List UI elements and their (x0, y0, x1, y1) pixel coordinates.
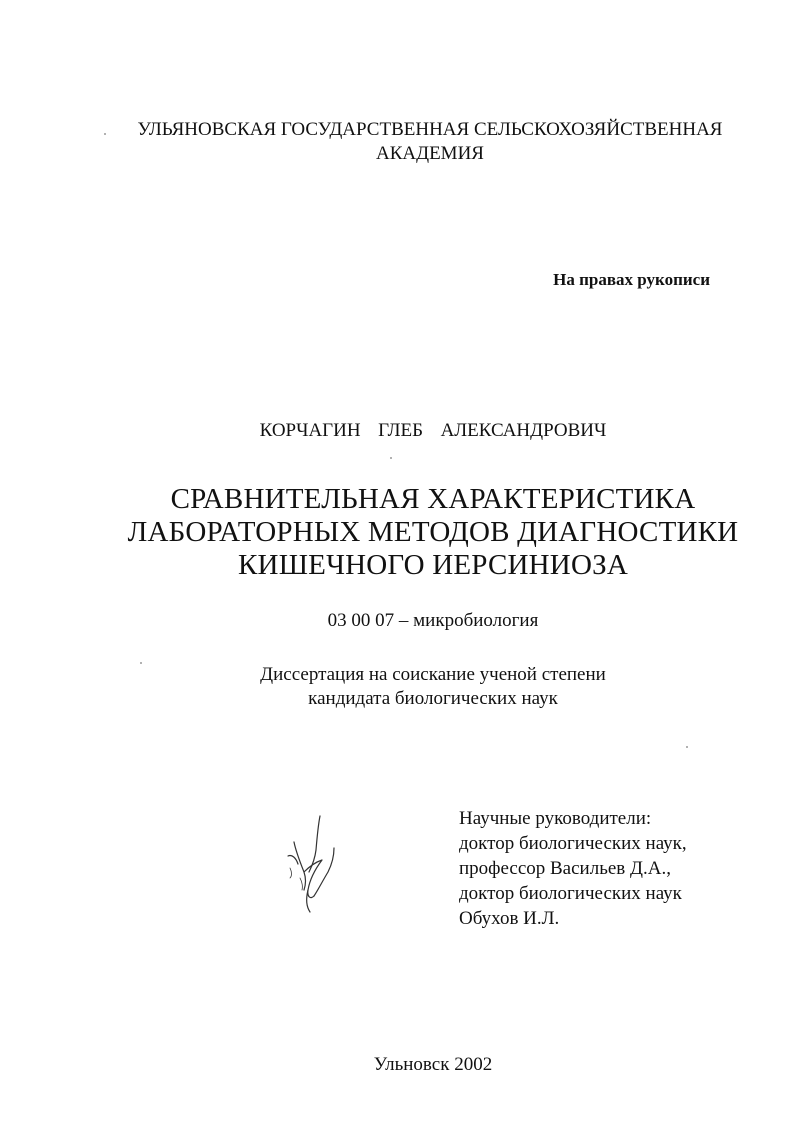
advisor-1-degree: доктор биологических наук, (459, 833, 687, 854)
dissertation-title (100, 483, 766, 582)
degree-line-1: Диссертация на соискание ученой степени (260, 664, 606, 685)
manuscript-rights-note: На правах рукописи (553, 270, 710, 289)
degree-statement (150, 663, 716, 711)
title-line-1: СРАВНИТЕЛЬНАЯ ХАРАКТЕРИСТИКА (170, 483, 696, 515)
advisors-heading: Научные руководители: (459, 808, 652, 829)
title-line-3: КИШЕЧНОГО ИЕРСИНИОЗА (238, 549, 628, 581)
institution-name (100, 118, 760, 166)
specialty-code: 03 00 07 – микробиология (327, 610, 539, 631)
place-and-year: Ульновск 2002 (373, 1054, 493, 1075)
degree-line-2: кандидата биологических наук (308, 688, 558, 709)
title-line-2: ЛАБОРАТОРНЫХ МЕТОДОВ ДИАГНОСТИКИ (127, 516, 739, 548)
author-name: КОРЧАГИН ГЛЕБ АЛЕКСАНДРОВИЧ (259, 420, 607, 441)
institution-line-1: УЛЬЯНОВСКАЯ ГОСУДАРСТВЕННАЯ СЕЛЬСКОХОЗЯЙСТВЕННАЯ (137, 119, 723, 140)
advisor-2-name: Обухов И.Л. (459, 908, 560, 929)
scan-speck (104, 133, 106, 135)
scan-speck (140, 662, 142, 664)
scientific-advisors (459, 806, 749, 931)
institution-line-2: АКАДЕМИЯ (376, 143, 484, 164)
scan-speck (686, 746, 688, 748)
scan-speck (390, 457, 392, 459)
advisor-2-degree: доктор биологических наук (459, 883, 682, 904)
advisor-1-name: профессор Васильев Д.А., (459, 858, 671, 879)
handwritten-signature (276, 812, 348, 916)
